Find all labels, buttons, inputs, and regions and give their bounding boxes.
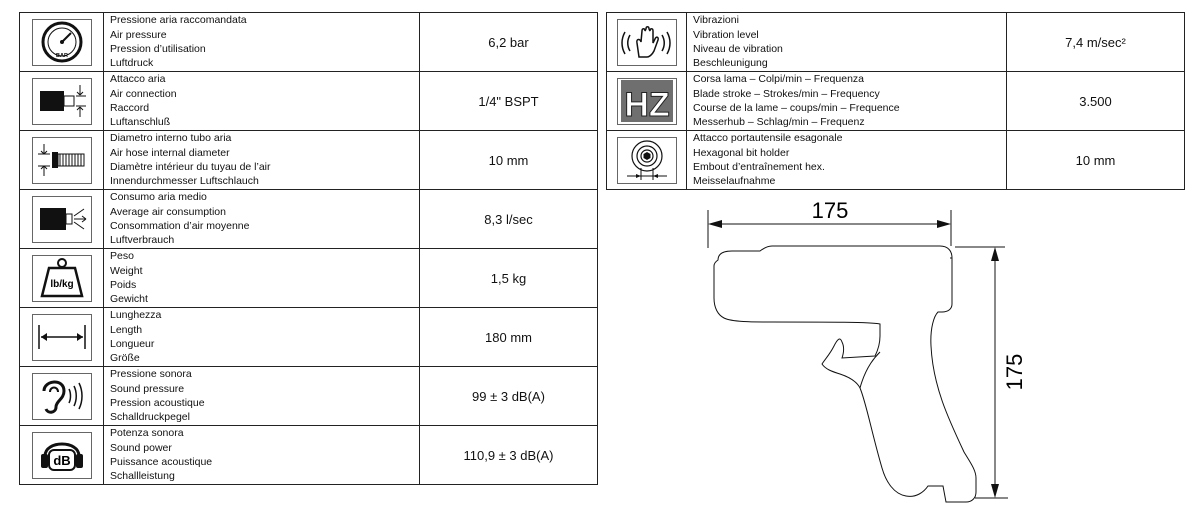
spec-row-frequency xyxy=(607,72,1185,131)
height-label: 175 xyxy=(1002,353,1027,391)
spec-label-sound-power: Potenza sonora Sound power Puissance acoustique Schallleistung xyxy=(104,426,420,485)
sound-power-icon xyxy=(32,432,92,479)
spec-label-hose-diameter: Diametro interno tubo aria Air hose internal diameter Diamètre intérieur du tuyau de l’air Innendurchmesser Luftschlauch xyxy=(104,131,420,190)
spec-row-air-connection xyxy=(20,72,598,131)
spec-row-length xyxy=(20,308,598,367)
hz-label: HZ xyxy=(623,86,670,123)
spec-label-vibration: Vibrazioni Vibration level Niveau de vibration Beschleunigung xyxy=(687,13,1007,72)
spec-value-air-pressure: 6,2 bar xyxy=(420,13,598,72)
frequency-hz-icon xyxy=(617,78,677,125)
spec-value-vibration: 7,4 m/sec² xyxy=(1007,13,1185,72)
spec-label-air-connection: Attacco aria Air connection Raccord Luftanschluß xyxy=(104,72,420,131)
spec-row-air-consumption xyxy=(20,190,598,249)
vibration-hand-icon xyxy=(617,19,677,66)
spec-row-hose-diameter xyxy=(20,131,598,190)
spec-value-frequency: 3.500 xyxy=(1007,72,1185,131)
spec-label-sound-pressure: Pressione sonora Sound pressure Pression acoustique Schalldruckpegel xyxy=(104,367,420,426)
air-consumption-icon xyxy=(32,196,92,243)
gauge-label: BAR xyxy=(55,53,68,59)
height-dimension xyxy=(955,247,1027,498)
spec-value-air-consumption: 8,3 l/sec xyxy=(420,190,598,249)
spec-value-sound-pressure: 99 ± 3 dB(A) xyxy=(420,367,598,426)
db-label: dB xyxy=(52,453,71,468)
width-label: 175 xyxy=(811,198,849,223)
pressure-gauge-icon xyxy=(32,19,92,66)
hose-diameter-icon xyxy=(32,137,92,184)
spec-value-air-connection: 1/4" BSPT xyxy=(420,72,598,131)
spec-row-sound-pressure xyxy=(20,367,598,426)
air-connection-icon xyxy=(32,78,92,125)
weight-unit-label: lb/kg xyxy=(49,279,74,290)
width-dimension xyxy=(708,198,951,248)
spec-row-vibration xyxy=(607,13,1185,72)
spec-label-length: Lunghezza Length Longueur Größe xyxy=(104,308,420,367)
tool-outline xyxy=(714,246,976,502)
sound-pressure-icon xyxy=(32,373,92,420)
length-icon xyxy=(32,314,92,361)
left-spec-table xyxy=(19,12,598,485)
hex-bit-holder-icon xyxy=(617,137,677,184)
spec-value-hex-bit-holder: 10 mm xyxy=(1007,131,1185,190)
spec-value-length: 180 mm xyxy=(420,308,598,367)
spec-label-air-pressure: Pressione aria raccomandata Air pressure Pression d’utilisation Luftdruck xyxy=(104,13,420,72)
spec-row-sound-power xyxy=(20,426,598,485)
tool-dimension-drawing xyxy=(690,196,1030,506)
spec-label-frequency: Corsa lama – Colpi/min – Frequenza Blade stroke – Strokes/min – Frequency Course de la lame – coups/min – Frequence Messerhub – Schlag/min – Frequenz xyxy=(687,72,1007,131)
spec-row-weight xyxy=(20,249,598,308)
weight-icon xyxy=(32,255,92,302)
spec-row-hex-bit-holder xyxy=(607,131,1185,190)
spec-label-air-consumption: Consumo aria medio Average air consumption Consommation d’air moyenne Luftverbrauch xyxy=(104,190,420,249)
spec-value-weight: 1,5 kg xyxy=(420,249,598,308)
spec-label-hex-bit-holder: Attacco portautensile esagonale Hexagonal bit holder Embout d’entraînement hex. Meisselaufnahme xyxy=(687,131,1007,190)
right-spec-table xyxy=(606,12,1185,190)
spec-label-weight: Peso Weight Poids Gewicht xyxy=(104,249,420,308)
spec-value-sound-power: 110,9 ± 3 dB(A) xyxy=(420,426,598,485)
spec-value-hose-diameter: 10 mm xyxy=(420,131,598,190)
spec-row-air-pressure xyxy=(20,13,598,72)
